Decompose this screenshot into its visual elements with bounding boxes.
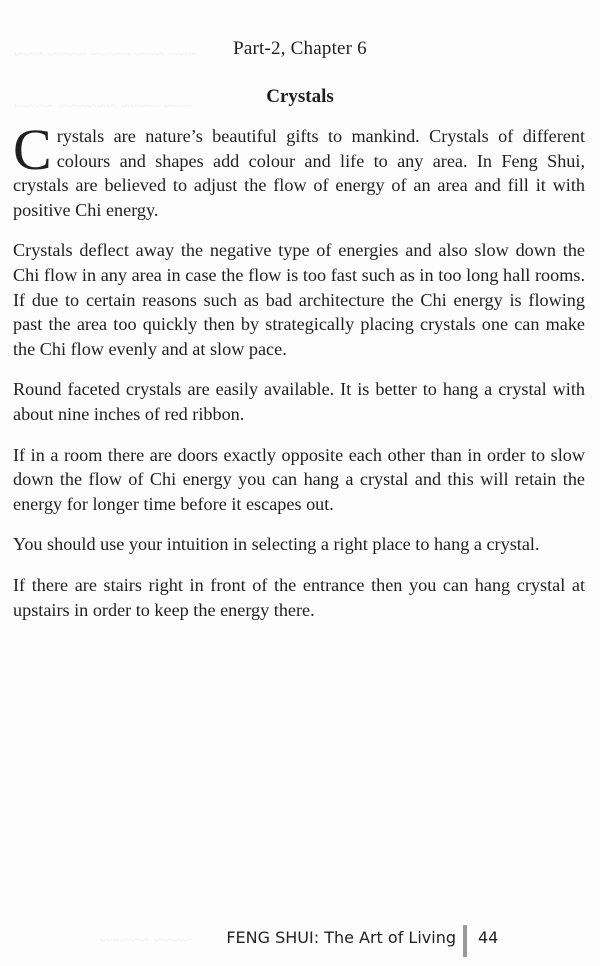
page-footer	[0, 925, 600, 957]
paragraph: Round faceted crystals are easily available. It is better to hang a crystal with about nine inches of red ribbon.	[13, 379, 585, 424]
paragraph: You should use your intuition in selecting a right place to hang a crystal.	[13, 534, 540, 555]
show-through-decoration: ~~~ ~~~ ~~~~ ~~~~ ~~~	[14, 44, 198, 64]
chapter-heading: Part-2, Chapter 6	[233, 38, 367, 59]
body-text	[13, 117, 585, 638]
drop-cap: C	[13, 117, 52, 182]
footer-divider	[463, 925, 467, 957]
section-title: Crystals	[266, 86, 334, 107]
running-footer-title: FENG SHUI: The Art of Living	[226, 928, 456, 947]
paragraph	[13, 117, 585, 222]
paragraph: If there are stairs right in front of the entrance then you can hang crystal at upstairs in order to keep the energy there.	[13, 574, 585, 620]
paragraph: Crystals deflect away the negative type of energies and also slow down the Chi flow in any area in case the flow is too fast such as in too long hall rooms. If due to certain reasons such as bad architecture the Chi energy is flowing past the area too quickly then by strategically placing crystals one can make the Chi flow evenly and at slow pace.	[13, 240, 585, 359]
show-through-decoration: ~~~~ ~~~~~	[100, 930, 193, 950]
paragraph: If in a room there are doors exactly opposite each other than in order to slow down the flow of Chi energy you can hang a crystal and this will retain the energy for longer time before it escapes out.	[13, 444, 585, 514]
paragraph-text: rystals are nature’s beautiful gifts to mankind. Crystals of different colours and shapes add colour and life to any area. In Feng Shui, crystals are believed to adjust the flow of energy of an area and fill it with positive Chi energy.	[13, 126, 585, 220]
show-through-decoration: ~~~ ~~~~ ~~~~~~ ~~~~	[14, 96, 194, 116]
page-number: 44	[478, 928, 499, 947]
